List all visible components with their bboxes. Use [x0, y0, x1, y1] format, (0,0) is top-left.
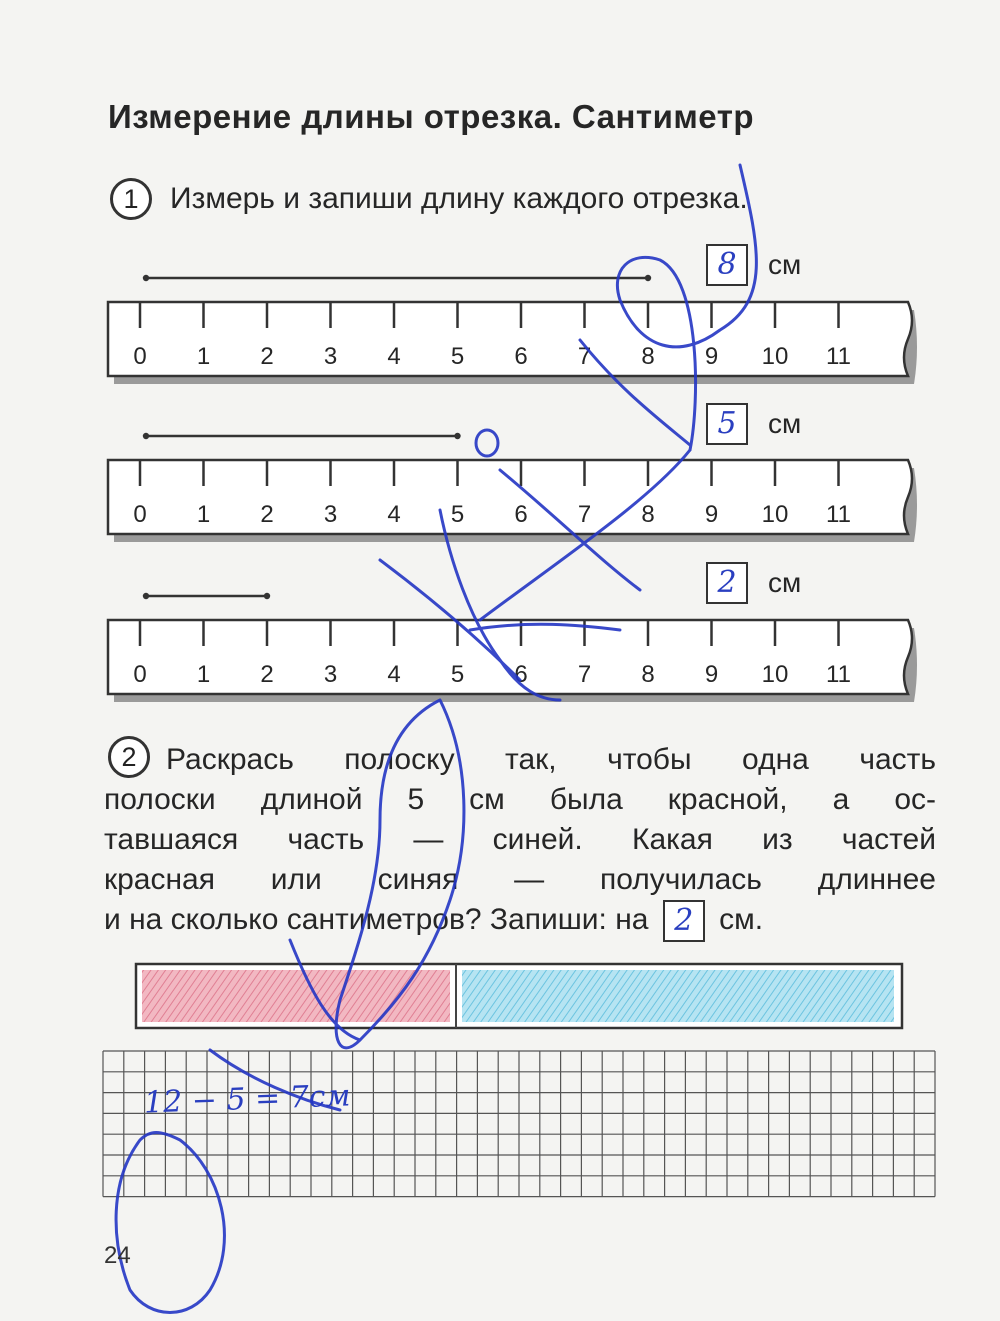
ruler-2-label-2: 2	[260, 501, 274, 528]
task2-line-5-text: и на сколько сантиметров? Запиши: на	[104, 903, 649, 936]
ruler-1-label-10: 10	[761, 343, 789, 370]
ruler-2-label-8: 8	[641, 501, 655, 528]
ruler-3-label-2: 2	[260, 661, 274, 688]
scribble-circle	[476, 430, 498, 456]
ruler-2-label-10: 10	[761, 501, 789, 528]
ruler-1-label-6: 6	[514, 343, 528, 370]
ruler-2-label-7: 7	[577, 501, 592, 528]
ruler-1-label-0: 0	[133, 343, 147, 370]
page-title: Измерение длины отрезка. Сантиметр	[108, 98, 755, 135]
ruler-2-label-4: 4	[387, 501, 401, 528]
ruler-1-label-11: 11	[826, 343, 851, 370]
task2-number-badge: 2	[108, 736, 150, 778]
scribble-6	[380, 560, 520, 680]
ruler-3-label-5: 5	[450, 661, 465, 688]
task2-unit-label: см.	[719, 903, 764, 936]
ruler-1-label-9: 9	[704, 343, 719, 370]
ruler-3-label-4: 4	[387, 661, 401, 688]
ruler-2-label-5: 5	[450, 501, 465, 528]
ruler-1-label-1: 1	[196, 343, 211, 370]
scribble-2	[480, 450, 690, 620]
answer-box-2[interactable]: 5	[706, 403, 748, 445]
task2-answer-box[interactable]: 2	[663, 900, 705, 942]
scribble-1	[617, 165, 756, 450]
ruler-3-label-11: 11	[826, 661, 851, 688]
scribble-9	[290, 940, 360, 1040]
ruler-2-label-11: 11	[826, 501, 851, 528]
unit-label-2: см	[768, 408, 802, 439]
task2-line-3: тавшаяся часть — синей. Какая из частей	[104, 823, 936, 856]
ruler-1-label-7: 7	[577, 343, 592, 370]
ruler-1-label-3: 3	[323, 343, 338, 370]
ruler-3-label-7: 7	[577, 661, 592, 688]
ruler-3-label-10: 10	[761, 661, 789, 688]
ruler-3-label-8: 8	[641, 661, 655, 688]
answer-box-1[interactable]: 8	[706, 244, 748, 286]
ruler-1-label-8: 8	[641, 343, 655, 370]
task2-line-1: Раскрась полоску так, чтобы одна часть	[166, 743, 936, 776]
scribble-11	[116, 1133, 224, 1313]
scribble-3	[577, 340, 690, 445]
unit-label-3: см	[768, 567, 802, 598]
task2-line-2: полоски длиной 5 см была красной, а ос-	[104, 783, 936, 816]
ruler-3-label-9: 9	[704, 661, 719, 688]
task1-instruction: Измерь и запиши длину каждого отрезка.	[170, 182, 748, 215]
ruler-2-label-1: 1	[196, 501, 211, 528]
ruler-1-label-5: 5	[450, 343, 465, 370]
scribble-5	[500, 470, 640, 590]
handwritten-calculation: 12 − 5 = 7см	[143, 1078, 352, 1121]
ruler-2-label-3: 3	[323, 501, 338, 528]
scribble-10	[210, 1050, 340, 1110]
ruler-1-label-2: 2	[260, 343, 274, 370]
ruler-3-label-0: 0	[133, 661, 147, 688]
scribble-8	[336, 700, 464, 1048]
answer-box-3[interactable]: 2	[706, 562, 748, 604]
task2-line-4: красная или синяя — получилась длиннее	[104, 863, 936, 896]
ruler-3-label-1: 1	[196, 661, 211, 688]
page-number: 24	[104, 1242, 131, 1269]
ruler-1-label-4: 4	[387, 343, 401, 370]
ruler-2-label-9: 9	[704, 501, 719, 528]
scribble-7	[470, 624, 620, 630]
ruler-2-label-0: 0	[133, 501, 147, 528]
ruler-3-label-6: 6	[514, 661, 528, 688]
task1-number-badge: 1	[110, 178, 152, 220]
unit-label-1: см	[768, 249, 802, 280]
ruler-3-label-3: 3	[323, 661, 338, 688]
ruler-2-label-6: 6	[514, 501, 528, 528]
